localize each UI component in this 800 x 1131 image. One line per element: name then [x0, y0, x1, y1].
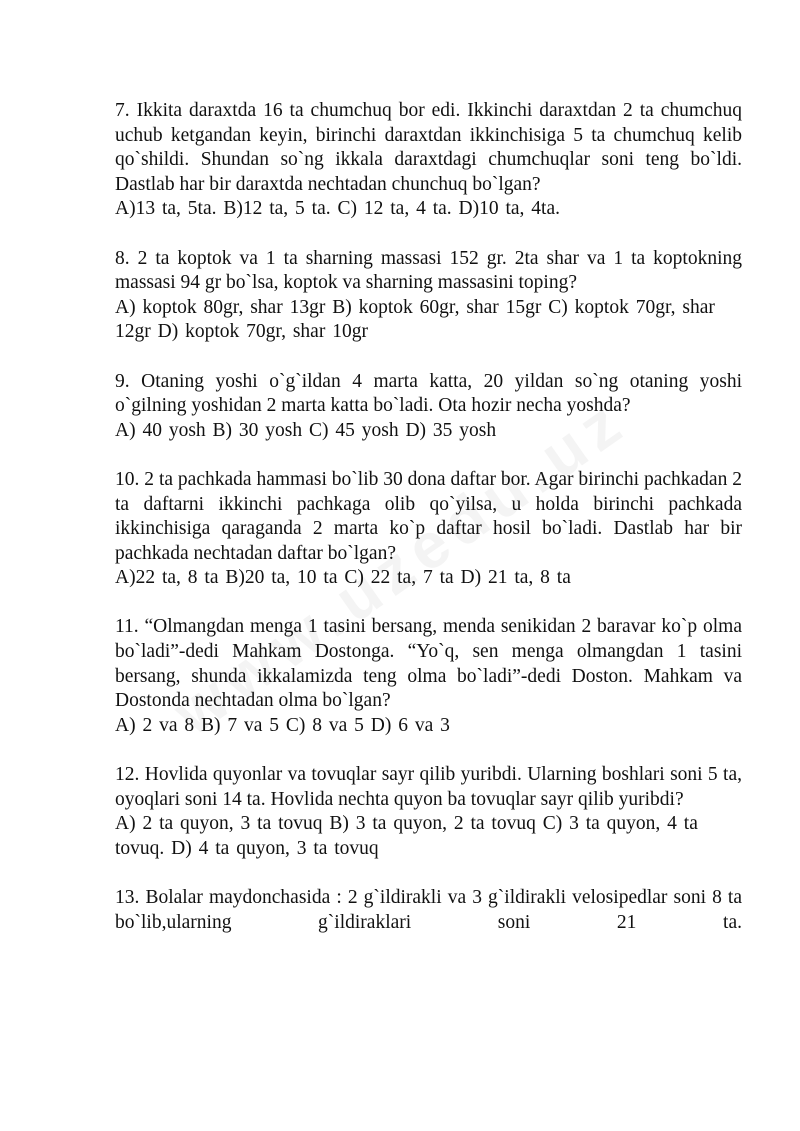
problem-7-options: A)13 ta, 5ta. B)12 ta, 5 ta. C) 12 ta, 4 ta. D)10 ta, 4ta. [115, 198, 560, 220]
problem-9-question: 9. Otaning yoshi o`g`ildan 4 marta katta, 20 yildan so`ng otaning yoshi o`gilning yoshidan 2 marta katta bo`ladi. Ota hozir necha yoshda? [115, 370, 742, 417]
problem-12 [115, 763, 742, 861]
problem-12-options: A) 2 ta quyon, 3 ta tovuq B) 3 ta quyon, 2 ta tovuq C) 3 ta quyon, 4 ta tovuq. D) 4 ta quyon, 3 ta tovuq [115, 813, 698, 859]
problem-list [115, 99, 742, 935]
problem-9-options: A) 40 yosh B) 30 yosh C) 45 yosh D) 35 yosh [115, 419, 497, 441]
problem-7-question: 7. Ikkita daraxtda 16 ta chumchuq bor edi. Ikkinchi daraxtdan 2 ta chumchuq uchub ketgandan keyin, birinchi daraxtdan ikkinchisiga 5 ta chumchuq kelib qo`shildi. Shundan so`ng ikkala daraxtdagi chumchuqlar soni teng bo`ldi. Dastlab har bir daraxtda nechtadan chunchuq bo`lgan? [115, 100, 742, 195]
problem-13 [115, 886, 742, 935]
problem-11 [115, 615, 742, 738]
problem-10-question: 10. 2 ta pachkada hammasi bo`lib 30 dona daftar bor. Agar birinchi pachkadan 2 ta daftarni ikkinchi pachkaga olib qo`yilsa, u holda birinchi pachkada ikkinchisiga qaraganda 2 marta ko`p daftar hosil bo`ladi. Dastlab har bir pachkada nechtadan daftar bo`lgan? [115, 468, 742, 564]
problem-10-options: A)22 ta, 8 ta B)20 ta, 10 ta C) 22 ta, 7 ta D) 21 ta, 8 ta [115, 567, 571, 589]
problem-7 [115, 99, 742, 222]
problem-11-options: A) 2 va 8 B) 7 va 5 C) 8 va 5 D) 6 va 3 [115, 714, 450, 736]
problem-8-question: 8. 2 ta koptok va 1 ta sharning massasi 152 gr. 2ta shar va 1 ta koptokning massasi 94 gr bo`lsa, koptok va sharning massasini toping? [115, 247, 742, 294]
problem-8-options: A) koptok 80gr, shar 13gr B) koptok 60gr, shar 15gr C) koptok 70gr, shar 12gr D) koptok 70gr, shar 10gr [115, 296, 715, 343]
problem-10 [115, 468, 742, 591]
problem-12-question: 12. Hovlida quyonlar va tovuqlar sayr qilib yuribdi. Ularning boshlari soni 5 ta, oyoqlari soni 14 ta. Hovlida nechta quyon ba tovuqlar sayr qilib yuribdi? [115, 764, 742, 810]
problem-9 [115, 370, 742, 444]
problem-11-question: 11. “Olmangdan menga 1 tasini bersang, menda senikidan 2 baravar ko`p olma bo`ladi”-dedi Mahkam Dostonga. “Yo`q, sen menga olmangdan 1 tasini bersang, shunda ikkalamizda teng olma bo`ladi”-dedi Doston. Mahkam va Dostonda nechtadan olma bo`lgan? [115, 616, 742, 712]
problem-8 [115, 247, 742, 345]
problem-13-question: 13. Bolalar maydonchasida : 2 g`ildirakli va 3 g`ildirakli velosipedlar soni 8 ta bo`lib,ularning g`ildiraklari soni 21 ta. [115, 887, 742, 933]
